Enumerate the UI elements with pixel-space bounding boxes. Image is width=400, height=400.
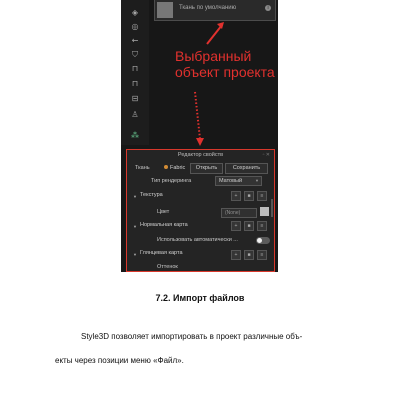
add-icon[interactable]: + (231, 221, 241, 231)
color-field[interactable]: (None) (221, 208, 257, 218)
auto-use-label: Использовать автоматически ... (157, 237, 238, 243)
color-swatch[interactable] (260, 207, 269, 216)
settings-icon[interactable]: ≡ (257, 221, 267, 231)
fabric-row (127, 163, 274, 173)
eye-icon[interactable]: ◈ (131, 8, 139, 17)
panel-title (127, 150, 274, 160)
info-icon[interactable]: i (265, 5, 271, 11)
callout-line-2: объект проекта (175, 64, 275, 80)
collapse-icon[interactable]: ▼ (133, 252, 137, 257)
collapse-icon[interactable]: ▼ (133, 194, 137, 199)
add-icon[interactable]: + (231, 250, 241, 260)
property-editor-panel (126, 149, 275, 272)
delete-icon[interactable]: ■ (244, 221, 254, 231)
section-label: Ткань (135, 165, 150, 171)
chevron-down-icon: ▼ (255, 178, 259, 183)
back-arrow-icon[interactable]: ← (131, 36, 139, 45)
render-type-value: Матовый (219, 178, 243, 184)
auto-use-toggle[interactable] (256, 237, 270, 244)
paragraph-line-2: екты через позиции меню «Файл». (55, 356, 184, 365)
lower-arrow (195, 92, 200, 139)
upper-arrow (207, 25, 222, 44)
settings-icon[interactable]: ≡ (257, 191, 267, 201)
delete-icon[interactable]: ■ (244, 191, 254, 201)
app-screenshot (121, 0, 278, 272)
compass-icon[interactable]: ◎ (131, 22, 139, 31)
gloss-map-section: Глянцевая карта (140, 250, 183, 256)
save-button[interactable]: Сохранить (225, 163, 268, 174)
ruler-icon[interactable]: ⊓ (131, 64, 139, 73)
settings-icon[interactable]: ≡ (257, 250, 267, 260)
tree-icon[interactable]: ⁂ (131, 131, 139, 140)
scrollbar[interactable] (271, 199, 273, 217)
body-paragraph (55, 325, 355, 373)
add-icon[interactable]: + (231, 191, 241, 201)
fabric-tab[interactable] (164, 163, 187, 173)
fabric-dot-icon (164, 165, 168, 169)
color-label: Цвет (157, 209, 170, 215)
callout-line-1: Выбранный (175, 48, 252, 64)
render-type-label: Тип рендеринга (151, 178, 192, 184)
texture-section: Текстура (140, 192, 163, 198)
person-icon[interactable]: ♙ (131, 110, 139, 119)
paragraph-line-1: Style3D позволяет импортировать в проект различные объ- (81, 332, 303, 341)
ruler-icon[interactable]: ⊓ (131, 79, 139, 88)
fabric-tab-label: Fabric (170, 165, 186, 171)
normal-map-section: Нормальная карта (140, 222, 188, 228)
render-type-select[interactable] (215, 176, 262, 186)
toggle-knob (257, 238, 262, 243)
open-button[interactable]: Открыть (190, 163, 223, 174)
delete-icon[interactable]: ■ (244, 250, 254, 260)
section-heading: 7.2. Импорт файлов (155, 293, 245, 303)
collapse-icon[interactable]: ▼ (133, 224, 137, 229)
lower-arrow-head (196, 138, 204, 146)
project-object-name: Ткань по умолчанию (179, 5, 237, 11)
body-icon[interactable]: ⊟ (131, 94, 139, 103)
partial-row-label: Оттенок (157, 264, 178, 270)
panel-window-controls[interactable]: ▫ ✕ (262, 152, 270, 158)
hanger-icon[interactable]: ⛉ (132, 50, 138, 59)
panel-title-text: Редактор свойств (177, 152, 224, 158)
